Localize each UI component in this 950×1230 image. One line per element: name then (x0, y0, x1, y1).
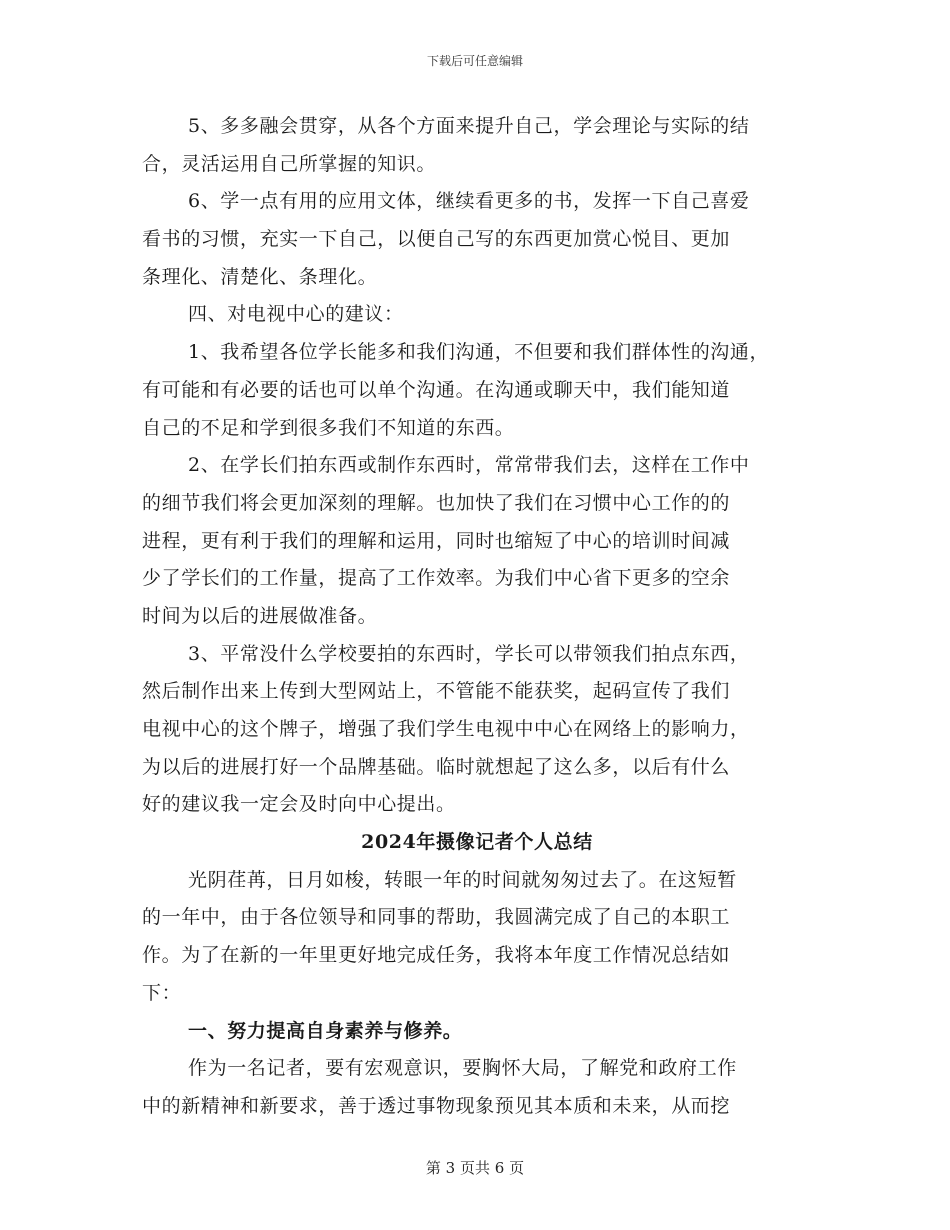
text-line: 少了学长们的工作量，提高了工作效率。为我们中心省下更多的空余 (142, 567, 731, 590)
text-line: 进程，更有利于我们的理解和运用，同时也缩短了中心的培训时间减 (142, 529, 731, 552)
text-line: 看书的习惯，充实一下自己，以便自己写的东西更加赏心悦目、更加 (142, 228, 731, 251)
text-line: 合，灵活运用自己所掌握的知识。 (142, 152, 437, 175)
text-line: 有可能和有必要的话也可以单个沟通。在沟通或聊天中，我们能知道 (142, 378, 731, 401)
text-line: 自己的不足和学到很多我们不知道的东西。 (142, 416, 515, 439)
page-header: 下载后可任意编辑 (426, 54, 523, 68)
document-title: 2024年摄像记者个人总结 (361, 831, 593, 854)
text-line: 的细节我们将会更加深刻的理解。也加快了我们在习惯中心工作的的 (142, 491, 731, 514)
page-footer: 第 3 页共 6 页 (425, 1159, 525, 1177)
text-line: 时间为以后的进展做准备。 (142, 604, 378, 627)
text-line: 作为一名记者，要有宏观意识，要胸怀大局，了解党和政府工作 (188, 1057, 737, 1080)
section-heading: 一、努力提高自身素养与修养。 (188, 1019, 463, 1042)
text-line: 的一年中，由于各位领导和同事的帮助，我圆满完成了自己的本职工 (142, 906, 731, 929)
text-line: 然后制作出来上传到大型网站上，不管能不能获奖，起码宣传了我们 (142, 680, 731, 703)
text-line: 电视中心的这个牌子，增强了我们学生电视中中心在网络上的影响力， (142, 718, 750, 740)
section-heading: 四、对电视中心的建议： (188, 303, 404, 326)
text-line: 为以后的进展打好一个品牌基础。临时就想起了这么多，以后有什么 (142, 755, 731, 778)
text-line: 好的建议我一定会及时向中心提出。 (142, 793, 456, 816)
text-line: 1、我希望各位学长能多和我们沟通，不但要和我们群体性的沟通， (188, 341, 770, 364)
text-line: 3、平常没什么学校要拍的东西时，学长可以带领我们拍点东西， (188, 642, 750, 665)
text-line: 作。为了在新的一年里更好地完成任务，我将本年度工作情况总结如 (142, 944, 731, 967)
text-line: 6、学一点有用的应用文体，继续看更多的书，发挥一下自己喜爱 (188, 190, 750, 213)
text-line: 光阴荏苒，日月如梭，转眼一年的时间就匆匆过去了。在这短暂 (188, 868, 737, 891)
text-line: 条理化、清楚化、条理化。 (142, 265, 378, 288)
text-line: 下： (142, 981, 182, 1004)
text-line: 中的新精神和新要求，善于透过事物现象预见其本质和未来，从而挖 (142, 1094, 731, 1117)
text-line: 5、多多融会贯穿，从各个方面来提升自己，学会理论与实际的结 (188, 115, 750, 137)
text-line: 2、在学长们拍东西或制作东西时，常常带我们去，这样在工作中 (188, 454, 750, 477)
document-body (142, 108, 812, 1126)
